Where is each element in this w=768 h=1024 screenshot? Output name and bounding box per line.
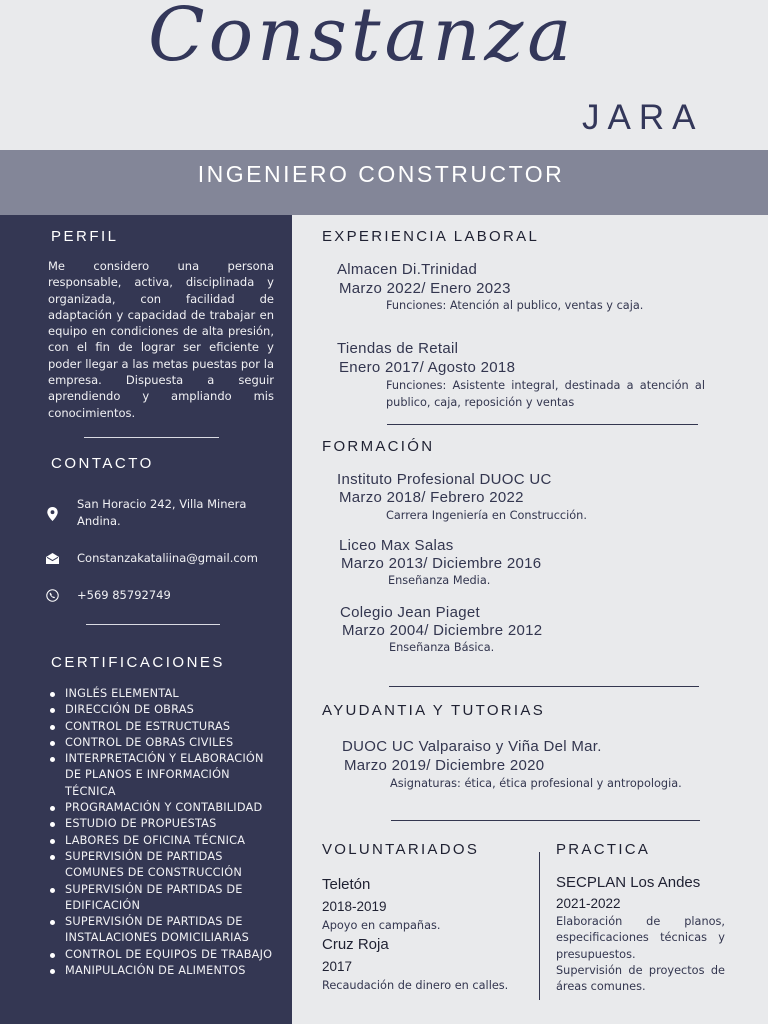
edu-place: Colegio Jean Piaget — [340, 604, 480, 621]
list-item: MANIPULACIÓN DE ALIMENTOS — [48, 963, 278, 979]
profile-heading: PERFIL — [51, 228, 119, 245]
location-pin-icon — [46, 507, 59, 520]
contact-phone-row — [46, 587, 267, 604]
job-dates: Marzo 2022/ Enero 2023 — [339, 280, 511, 297]
job-place: Tiendas de Retail — [337, 340, 459, 357]
tutoring-desc: Asignaturas: ética, ética profesional y antropologia. — [390, 777, 682, 790]
edu-place: Instituto Profesional DUOC UC — [337, 471, 552, 488]
contact-email-row — [46, 550, 267, 567]
list-item: LABORES DE OFICINA TÉCNICA — [48, 833, 278, 849]
job-dates: Enero 2017/ Agosto 2018 — [339, 359, 516, 376]
section-divider — [387, 424, 698, 425]
first-name: Constanza — [148, 0, 576, 78]
edu-dates: Marzo 2018/ Febrero 2022 — [339, 489, 524, 506]
list-item: CONTROL DE ESTRUCTURAS — [48, 719, 278, 735]
list-item: SUPERVISIÓN DE PARTIDAS DE INSTALACIONES DOMICILIARIAS — [48, 914, 278, 947]
volunteer-place: Cruz Roja — [322, 936, 389, 953]
envelope-icon — [46, 552, 59, 565]
phone-icon — [46, 589, 59, 602]
profile-text: Me considero una persona responsable, activa, disciplinada y organizada, con facilidad de adaptación y capacidad de trabajar en equipo en condiciones de alta presión, con el fin de lograr ser eficiente y poder llegar a las metas puestas por la empresa. Dispuesta a seguir aprendiendo y ampliando mis conocimientos. — [48, 259, 274, 420]
certifications-list — [48, 686, 278, 979]
contact-address-row — [46, 496, 267, 530]
edu-dates: Marzo 2013/ Diciembre 2016 — [341, 555, 542, 572]
job-place: Almacen Di.Trinidad — [337, 261, 478, 278]
contact-heading: CONTACTO — [51, 455, 154, 472]
volunteer-dates: 2017 — [322, 959, 353, 974]
sidebar-divider — [84, 437, 219, 438]
certifications-heading: CERTIFICACIONES — [51, 654, 225, 671]
tutoring-dates: Marzo 2019/ Diciembre 2020 — [344, 757, 545, 774]
volunteering-heading: VOLUNTARIADOS — [322, 841, 480, 858]
job-title: INGENIERO CONSTRUCTOR — [197, 161, 565, 187]
list-item: INGLÉS ELEMENTAL — [48, 686, 278, 702]
volunteer-dates: 2018-2019 — [322, 899, 387, 914]
section-divider — [391, 820, 700, 821]
practice-desc: Supervisión de proyectos de áreas comunes. — [556, 964, 725, 994]
list-item: SUPERVISIÓN DE PARTIDAS DE EDIFICACIÓN — [48, 882, 278, 915]
volunteer-desc: Recaudación de dinero en calles. — [322, 979, 509, 992]
practice-place: SECPLAN Los Andes — [556, 874, 701, 891]
contact-phone: +569 85792749 — [77, 588, 171, 602]
edu-dates: Marzo 2004/ Diciembre 2012 — [342, 622, 543, 639]
experience-heading: EXPERIENCIA LABORAL — [322, 228, 540, 245]
volunteer-desc: Apoyo en campañas. — [322, 919, 441, 932]
list-item: DIRECCIÓN DE OBRAS — [48, 702, 278, 718]
practice-desc: Elaboración de planos, especificaciones técnicas y presupuestos. — [556, 915, 725, 961]
edu-desc: Carrera Ingeniería en Construcción. — [386, 509, 587, 522]
practice-heading: PRACTICA — [556, 841, 651, 858]
list-item: INTERPRETACIÓN Y ELABORACIÓN DE PLANOS E INFORMACIÓN TÉCNICA — [48, 751, 278, 800]
list-item: SUPERVISIÓN DE PARTIDAS COMUNES DE CONSTRUCCIÓN — [48, 849, 278, 882]
edu-place: Liceo Max Salas — [339, 537, 454, 554]
volunteer-place: Teletón — [322, 876, 371, 893]
contact-email[interactable]: Constanzakataliina@gmail.com — [77, 551, 258, 565]
practice-dates: 2021-2022 — [556, 896, 621, 911]
edu-desc: Enseñanza Media. — [388, 574, 491, 587]
last-name: JARA — [582, 98, 704, 137]
tutoring-place: DUOC UC Valparaiso y Viña Del Mar. — [342, 738, 602, 755]
list-item: ESTUDIO DE PROPUESTAS — [48, 816, 278, 832]
section-divider — [389, 686, 699, 687]
job-desc: Funciones: Atención al publico, ventas y caja. — [386, 299, 644, 312]
job-desc: Funciones: Asistente integral, destinada a atención al publico, caja, reposición y ventas — [386, 379, 705, 409]
edu-desc: Enseñanza Básica. — [389, 641, 495, 654]
list-item: PROGRAMACIÓN Y CONTABILIDAD — [48, 800, 278, 816]
list-item: CONTROL DE EQUIPOS DE TRABAJO — [48, 947, 278, 963]
column-divider — [539, 852, 540, 1000]
contact-address: San Horacio 242, Villa Minera Andina. — [77, 497, 247, 528]
education-heading: FORMACIÓN — [322, 438, 435, 455]
sidebar-divider — [86, 624, 220, 625]
list-item: CONTROL DE OBRAS CIVILES — [48, 735, 278, 751]
tutoring-heading: AYUDANTIA Y TUTORIAS — [322, 702, 545, 719]
